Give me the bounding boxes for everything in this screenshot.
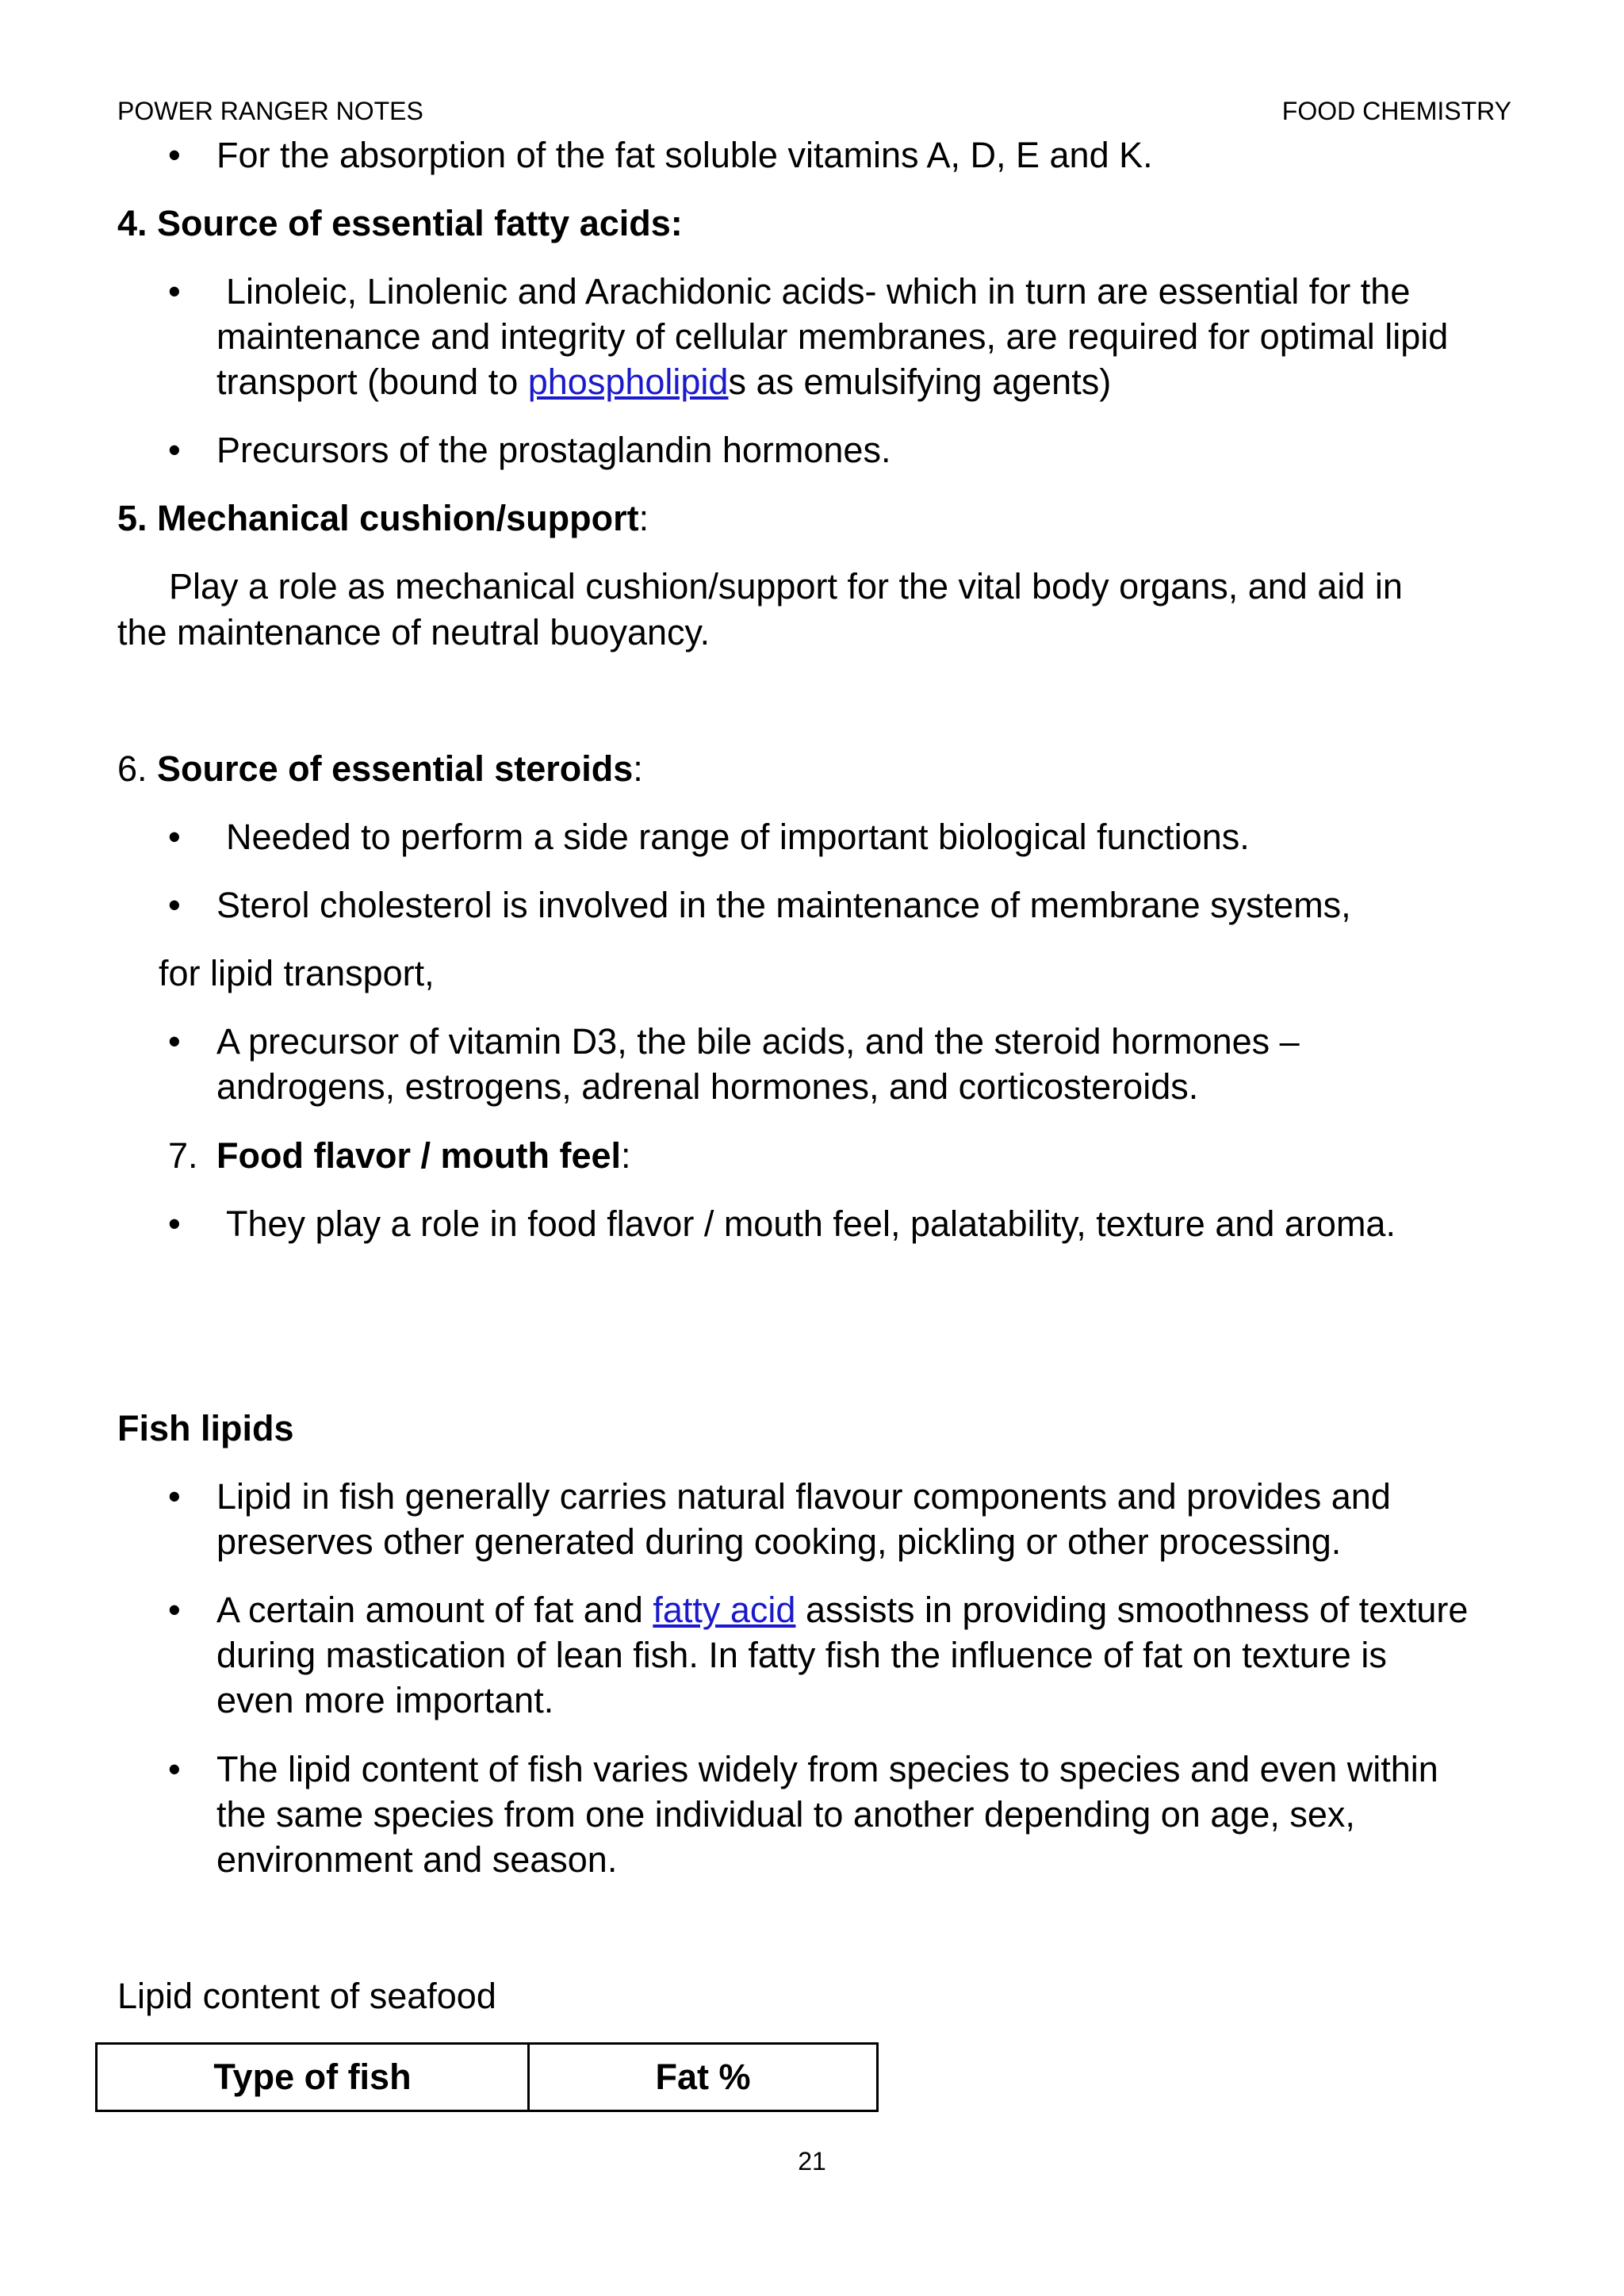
fish-bullet3-line3: environment and season.	[216, 1839, 618, 1880]
table-header-fat-percent: Fat %	[529, 2044, 878, 2111]
bullet-icon: •	[168, 885, 181, 925]
section6-bullet1: Needed to perform a side range of important biological functions.	[226, 817, 1250, 857]
table-header-type-of-fish: Type of fish	[97, 2044, 529, 2111]
table-header-row	[97, 2044, 878, 2111]
bullet-icon: •	[168, 1749, 181, 1789]
fish-bullet2-line1: A certain amount of fat and fatty acid assists in providing smoothness of texture	[216, 1590, 1469, 1630]
bullet-icon: •	[168, 135, 181, 175]
bullet-icon: •	[168, 1590, 181, 1630]
fish-bullet1-line1: Lipid in fish generally carries natural flavour components and provides and	[216, 1476, 1391, 1517]
bullet-icon: •	[168, 1476, 181, 1517]
bullet-icon: •	[168, 1203, 181, 1244]
section4-bullet1-line3: transport (bound to phospholipids as emulsifying agents)	[216, 362, 1112, 402]
bullet-icon: •	[168, 1021, 181, 1062]
section5-para-line2: the maintenance of neutral buoyancy.	[117, 612, 710, 652]
vitamins-bullet-text: For the absorption of the fat soluble vitamins A, D, E and K.	[216, 135, 1153, 175]
lipid-content-table	[95, 2042, 879, 2112]
section7-bullet1: They play a role in food flavor / mouth feel, palatability, texture and aroma.	[226, 1203, 1396, 1244]
section4-bullet1-line2: maintenance and integrity of cellular membranes, are required for optimal lipid	[216, 316, 1449, 357]
fish-bullet1-line2: preserves other generated during cooking, pickling or other processing.	[216, 1521, 1342, 1562]
phospholipid-link[interactable]: phospholipid	[527, 362, 729, 402]
bullet-icon: •	[168, 817, 181, 857]
section6-bullet3-line2: androgens, estrogens, adrenal hormones, and corticosteroids.	[216, 1066, 1199, 1107]
section6-bullet3-line1: A precursor of vitamin D3, the bile acids, and the steroid hormones –	[216, 1021, 1300, 1062]
fatty-acid-link[interactable]: fatty acid	[653, 1590, 796, 1630]
section7-number: 7.	[168, 1135, 198, 1176]
fish-bullet3-line1: The lipid content of fish varies widely from species to species and even within	[216, 1749, 1438, 1789]
bullet-icon: •	[168, 430, 181, 470]
section4-title: 4. Source of essential fatty acids:	[117, 203, 683, 243]
table-caption: Lipid content of seafood	[117, 1976, 496, 2016]
section5-title: 5. Mechanical cushion/support:	[117, 498, 649, 538]
section5-para-line1: Play a role as mechanical cushion/support for the vital body organs, and aid in	[169, 566, 1403, 607]
section7-title: Food flavor / mouth feel:	[216, 1135, 631, 1176]
section4-bullet1-line1: Linoleic, Linolenic and Arachidonic acids- which in turn are essential for the	[226, 271, 1411, 312]
section6-title: 6. Source of essential steroids:	[117, 748, 643, 789]
bullet-icon: •	[168, 271, 181, 312]
section6-continuation: for lipid transport,	[159, 953, 435, 993]
header-right: FOOD CHEMISTRY	[1281, 97, 1511, 125]
section6-bullet2: Sterol cholesterol is involved in the maintenance of membrane systems,	[216, 885, 1351, 925]
fish-bullet2-line2: during mastication of lean fish. In fatty fish the influence of fat on texture is	[216, 1635, 1387, 1675]
fish-bullet3-line2: the same species from one individual to another depending on age, sex,	[216, 1794, 1355, 1835]
fish-lipids-title: Fish lipids	[117, 1408, 294, 1448]
section4-bullet2: Precursors of the prostaglandin hormones.	[216, 430, 891, 470]
fish-bullet2-line3: even more important.	[216, 1680, 554, 1720]
page-number: 21	[798, 2147, 826, 2175]
header-left: POWER RANGER NOTES	[117, 97, 423, 125]
